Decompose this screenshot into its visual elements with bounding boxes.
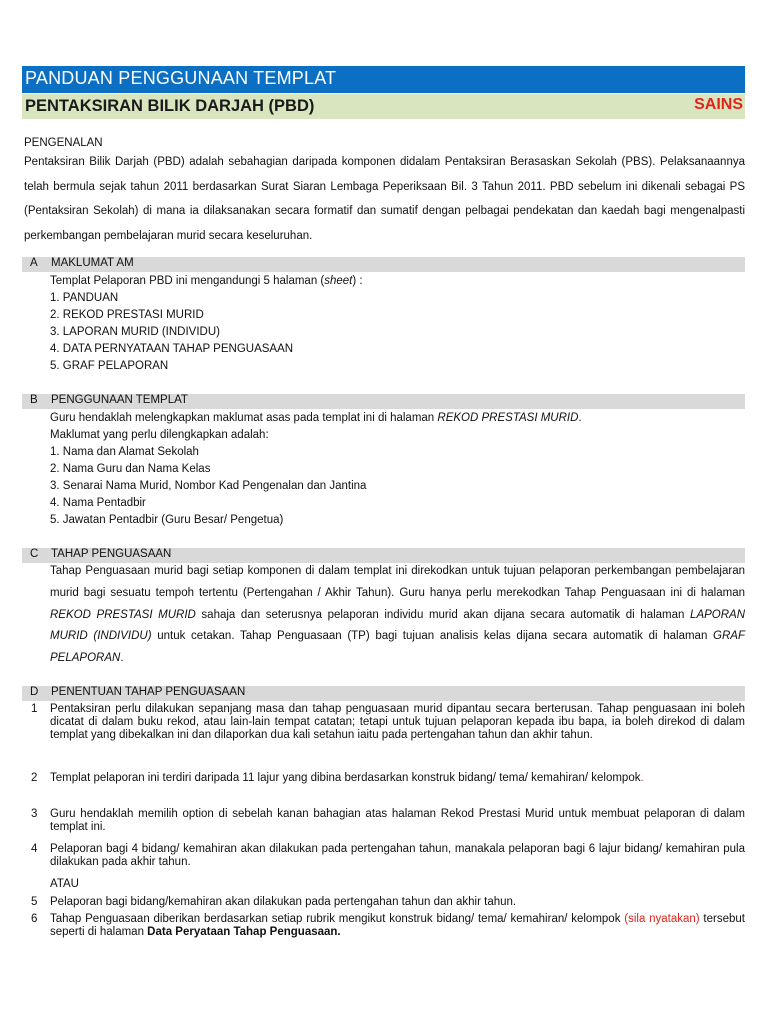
page-subtitle: PENTAKSIRAN BILIK DARJAH (PBD) — [25, 97, 315, 115]
intro-paragraph: Pentaksiran Bilik Darjah (PBD) adalah sebahagian daripada komponen didalam Pentaksiran Berasaskan Sekolah (PBS). Pelaksanaannya telah bermula sejak tahun 2011 berdasarkan Surat Siaran Lembaga Peperiksaan Bil. 3 Tahun 2011. PBD sebelum ini dikenali sebagai PS (Pentaksiran Sekolah) di mana ia dilaksanakan secara formatif dan sumatif dengan pelbagai pendekatan dan kaedah bagi mengenalpasti perkembangan pembelajaran murid secara keseluruhan. — [24, 156, 745, 242]
list-item: 3. Senarai Nama Murid, Nombor Kad Pengenalan dan Jantina — [50, 480, 367, 492]
list-item: 4. DATA PERNYATAAN TAHAP PENGUASAAN — [50, 343, 294, 355]
section-d-item-2: Templat pelaporan ini terdiri daripada 11 lajur yang dibina berdasarkan konstruk bidang/ tema/ kemahiran/ kelompok. — [50, 772, 644, 784]
list-item: 1. Nama dan Alamat Sekolah — [50, 446, 199, 458]
section-d-item-1: Pentaksiran perlu dilakukan sepanjang masa dan tahap penguasaan murid dipantau secara berterusan. Tahap penguasaan ini boleh dicatat di dalam buku rekod, atau lain-lain tempat catatan; tetapi untuk tujuan pelaporan kepada ibu bapa, ia boleh direkod di dalam templat yang dibekalkan ini dan dilaporkan dua kali setahun iaitu pada pertengahan tahun dan akhir tahun. — [50, 703, 745, 741]
section-a-lead: Templat Pelaporan PBD ini mengandungi 5 halaman (sheet) : — [50, 275, 363, 287]
section-b-letter: B — [30, 394, 38, 406]
section-b-title: PENGGUNAAN TEMPLAT — [51, 394, 188, 406]
section-d-item-6: Tahap Penguasaan diberikan berdasarkan setiap rubrik mengikut konstruk bidang/ tema/ kemahiran/ kelompok (sila nyatakan) tersebut seperti di halaman Data Peryataan Tahap Penguasaan. — [50, 913, 745, 938]
section-d-letter: D — [30, 686, 39, 698]
subtitle-banner — [22, 94, 745, 119]
section-d-item-3: Guru hendaklah memilih option di sebelah kanan bahagian atas halaman Rekod Prestasi Murid untuk membuat pelaporan di dalam templat ini. — [50, 808, 745, 833]
list-item: 5. Jawatan Pentadbir (Guru Besar/ Pengetua) — [50, 514, 284, 526]
item-number: 5 — [31, 896, 38, 908]
atau-label: ATAU — [50, 878, 79, 890]
section-d-item-4: Pelaporan bagi 4 bidang/ kemahiran akan dilakukan pada pertengahan tahun, manakala pelaporan bagi 6 lajur bidang/ kemahiran pula dilakukan pada akhir tahun. — [50, 843, 745, 868]
intro-heading: PENGENALAN — [24, 137, 103, 149]
section-b-header — [22, 394, 745, 409]
list-item: 5. GRAF PELAPORAN — [50, 360, 169, 372]
section-b-body — [50, 410, 582, 529]
section-c-title: TAHAP PENGUASAAN — [51, 548, 172, 560]
page-title: PANDUAN PENGGUNAAN TEMPLAT — [25, 68, 337, 88]
item-number: 1 — [31, 703, 38, 715]
section-a-title: MAKLUMAT AM — [51, 257, 134, 269]
section-c-letter: C — [30, 548, 39, 560]
section-d-item-5: Pelaporan bagi bidang/kemahiran akan dilakukan pada pertengahan tahun dan akhir tahun. — [50, 896, 517, 908]
item-number: 6 — [31, 913, 38, 925]
list-item: 2. Nama Guru dan Nama Kelas — [50, 463, 211, 475]
section-d-header — [22, 686, 745, 701]
list-item: 3. LAPORAN MURID (INDIVIDU) — [50, 326, 220, 338]
section-c-paragraph: Tahap Penguasaan murid bagi setiap komponen di dalam templat ini direkodkan untuk tujuan pelaporan perkembangan pembelajaran murid bagi sesuatu tempoh tertentu (Pertengahan / Akhir Tahun). Guru hanya perlu merekodkan Tahap Penguasaan ini di halaman REKOD PRESTASI MURID sahaja dan seterusnya pelaporan individu murid akan dijana secara automatik di halaman LAPORAN MURID (INDIVIDU) untuk cetakan. Tahap Penguasaan (TP) bagi tujuan analisis kelas dijana secara automatik di halaman GRAF PELAPORAN. — [50, 565, 746, 665]
section-b-lead: Guru hendaklah melengkapkan maklumat asas pada templat ini di halaman REKOD PRESTASI MURID. — [50, 412, 582, 424]
section-a-body — [50, 273, 363, 375]
subject-label: SAINS — [694, 96, 743, 113]
item-number: 2 — [31, 772, 38, 784]
section-a-letter: A — [30, 257, 38, 269]
title-banner — [22, 66, 745, 93]
section-a-header — [22, 257, 745, 272]
list-item: 2. REKOD PRESTASI MURID — [50, 309, 204, 321]
section-d-title: PENENTUAN TAHAP PENGUASAAN — [51, 686, 246, 698]
list-item: 4. Nama Pentadbir — [50, 497, 146, 509]
section-b-sub: Maklumat yang perlu dilengkapkan adalah: — [50, 429, 269, 441]
item-number: 4 — [31, 843, 38, 855]
list-item: 1. PANDUAN — [50, 292, 119, 304]
item-number: 3 — [31, 808, 38, 820]
